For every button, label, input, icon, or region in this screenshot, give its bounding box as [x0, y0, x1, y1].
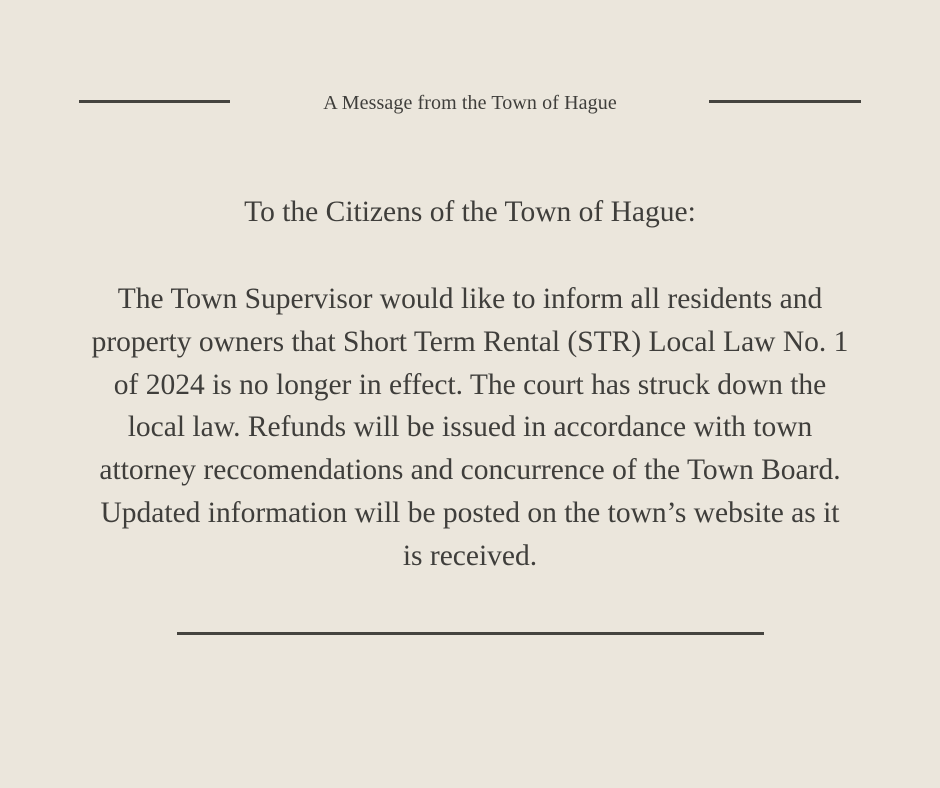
footer-divider — [177, 632, 764, 635]
message-body: The Town Supervisor would like to inform all residents and property owners that Short Term Rental (STR) Local Law No. 1 of 2024 is no longer in effect. The court has struck down the local law. Refunds will be issued in accordance with town attorney reccomendations and concurrence of the Town Board. Updated information will be posted on the town’s website as it is received. — [91, 283, 849, 572]
salutation: To the Citizens of the Town of Hague: — [244, 196, 696, 228]
header-right-divider — [709, 100, 861, 103]
header-title: A Message from the Town of Hague — [323, 92, 617, 114]
